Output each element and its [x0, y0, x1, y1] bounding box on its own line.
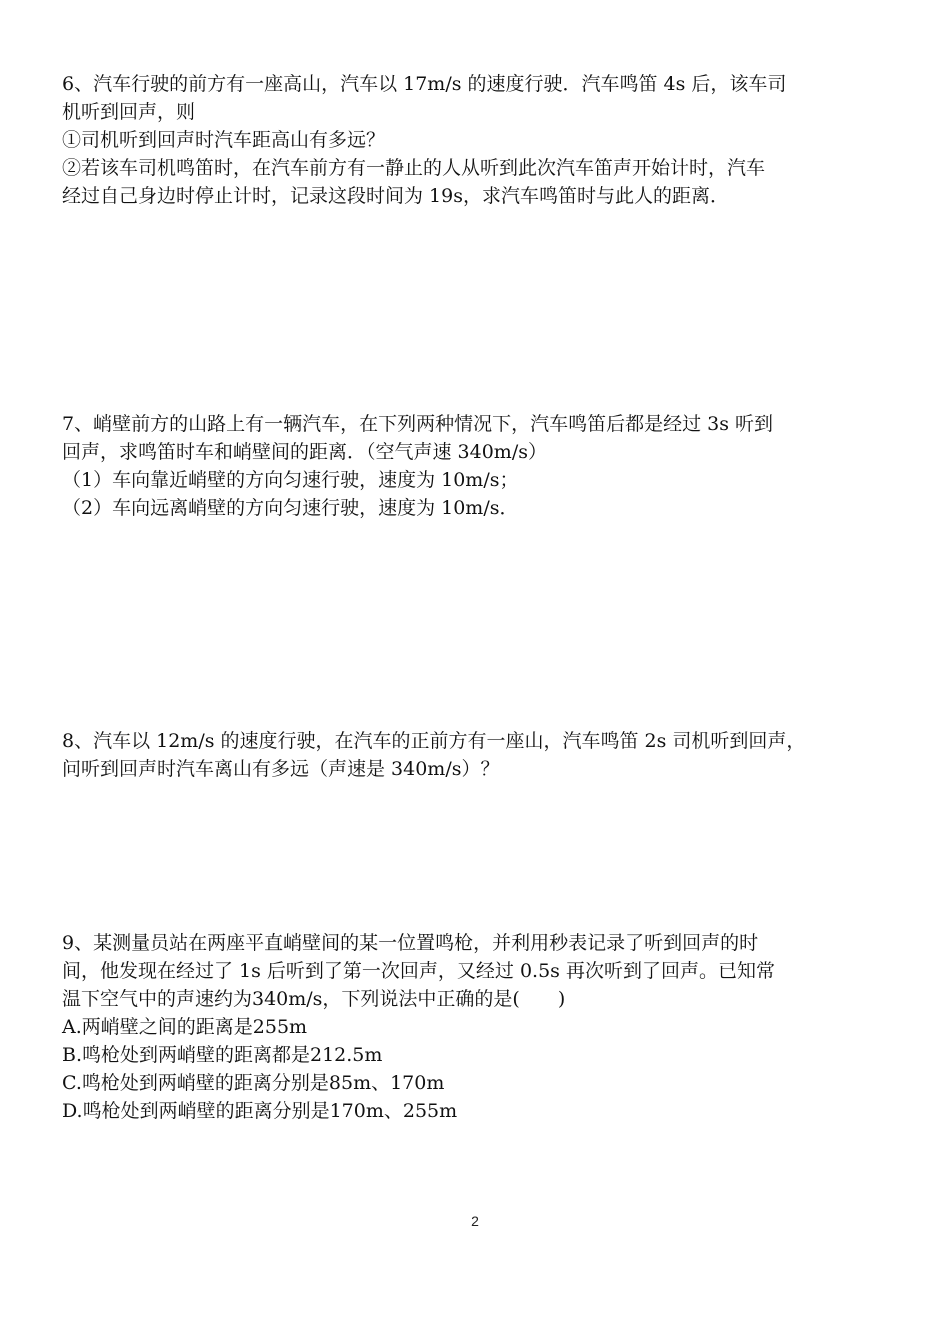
- question-7: [62, 410, 892, 522]
- question-8-line-2: 问听到回声时汽车离山有多远（声速是 340m/s）？: [62, 758, 500, 780]
- question-7-line-1: 7、峭壁前方的山路上有一辆汽车，在下列两种情况下，汽车鸣笛后都是经过 3s 听到: [62, 413, 774, 435]
- question-9-option-a: A.两峭壁之间的距离是255m: [62, 1016, 308, 1038]
- question-6: [62, 70, 892, 210]
- question-7-case-1: （1）车向靠近峭壁的方向匀速行驶，速度为 10m/s；: [62, 469, 519, 491]
- question-9-line-2: 间，他发现在经过了 1s 后听到了第一次回声，又经过 0.5s 再次听到了回声。已知常: [62, 960, 775, 982]
- question-9-option-d: D.鸣枪处到两峭壁的距离分别是170m、255m: [62, 1100, 458, 1122]
- question-8: [62, 727, 892, 783]
- question-9: [62, 929, 892, 1125]
- question-6-part-1: ①司机听到回声时汽车距高山有多远？: [62, 129, 386, 151]
- question-6-part-2-line-1: ②若该车司机鸣笛时，在汽车前方有一静止的人从听到此次汽车笛声开始计时，汽车: [62, 157, 766, 179]
- question-6-part-2-line-2: 经过自己身边时停止计时，记录这段时间为 19s，求汽车鸣笛时与此人的距离．: [62, 185, 729, 207]
- question-9-option-b: B.鸣枪处到两峭壁的距离都是212.5m: [62, 1044, 383, 1066]
- page-number: 2: [471, 1213, 479, 1229]
- question-9-option-c: C.鸣枪处到两峭壁的距离分别是85m、170m: [62, 1072, 445, 1094]
- question-6-line-1: 6、汽车行驶的前方有一座高山，汽车以 17m/s 的速度行驶．汽车鸣笛 4s 后，该车司: [62, 73, 787, 95]
- question-9-line-1: 9、某测量员站在两座平直峭壁间的某一位置鸣枪，并利用秒表记录了听到回声的时: [62, 932, 759, 954]
- question-9-line-3: 温下空气中的声速约为340m/s，下列说法中正确的是( ): [62, 988, 566, 1010]
- question-8-line-1: 8、汽车以 12m/s 的速度行驶，在汽车的正前方有一座山，汽车鸣笛 2s 司机听到回声，: [62, 730, 806, 752]
- question-7-case-2: （2）车向远离峭壁的方向匀速行驶，速度为 10m/s．: [62, 497, 519, 519]
- question-7-line-2: 回声，求鸣笛时车和峭壁间的距离．（空气声速 340m/s）: [62, 441, 547, 463]
- question-6-line-2: 机听到回声，则: [62, 101, 196, 123]
